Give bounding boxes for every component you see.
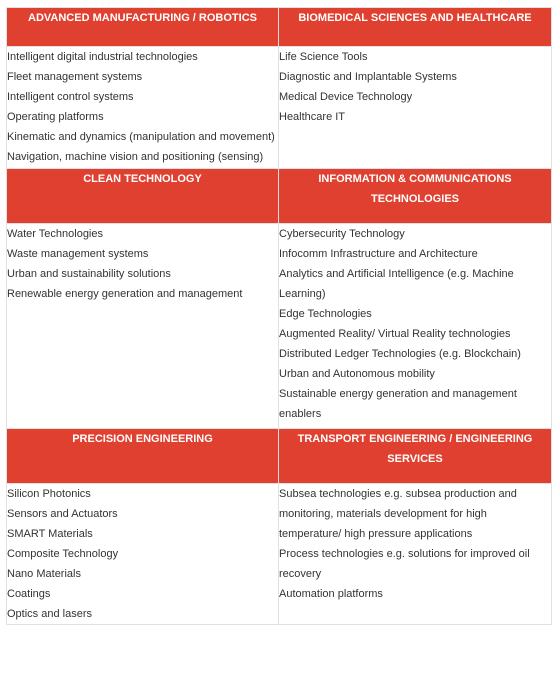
- list-item: Subsea technologies e.g. subsea production and monitoring, materials development for high temperature/ high pressure applications: [279, 488, 517, 540]
- body-row: [7, 47, 552, 169]
- header-row: [7, 429, 552, 484]
- sector-list-transport-engineering: [279, 484, 552, 625]
- sector-heading-ict: INFORMATION & COMMUNICATIONS TECHNOLOGIES: [279, 169, 552, 224]
- list-item: Navigation, machine vision and positioning (sensing): [7, 151, 264, 163]
- sector-heading-transport-engineering: TRANSPORT ENGINEERING / ENGINEERING SERVICES: [279, 429, 552, 484]
- sector-list-clean-technology: [7, 224, 279, 429]
- list-item: Infocomm Infrastructure and Architecture: [279, 248, 478, 260]
- list-item: Diagnostic and Implantable Systems: [279, 71, 457, 83]
- sector-list-precision-engineering: [7, 484, 279, 625]
- list-item: Healthcare IT: [279, 111, 346, 123]
- list-item: Sustainable energy generation and management enablers: [279, 388, 517, 420]
- sector-list-advanced-manufacturing: [7, 47, 279, 169]
- list-item: Medical Device Technology: [279, 91, 413, 103]
- body-row: [7, 484, 552, 625]
- header-row: [7, 169, 552, 224]
- list-item: Water Technologies: [7, 228, 103, 240]
- list-item: Nano Materials: [7, 568, 81, 580]
- list-item: Edge Technologies: [279, 308, 372, 320]
- list-item: Life Science Tools: [279, 51, 368, 63]
- list-item: Coatings: [7, 588, 51, 600]
- list-item: Cybersecurity Technology: [279, 228, 405, 240]
- sector-heading-biomedical: BIOMEDICAL SCIENCES AND HEALTHCARE: [279, 8, 552, 47]
- sector-heading-advanced-manufacturing: ADVANCED MANUFACTURING / ROBOTICS: [7, 8, 279, 47]
- list-item: Urban and sustainability solutions: [7, 268, 171, 280]
- list-item: Composite Technology: [7, 548, 119, 560]
- list-item: Urban and Autonomous mobility: [279, 368, 435, 380]
- list-item: Kinematic and dynamics (manipulation and movement): [7, 131, 275, 143]
- list-item: Silicon Photonics: [7, 488, 91, 500]
- sector-list-ict: [279, 224, 552, 429]
- list-item: Analytics and Artificial Intelligence (e.g. Machine Learning): [279, 268, 514, 300]
- sector-heading-clean-technology: CLEAN TECHNOLOGY: [7, 169, 279, 224]
- sector-heading-precision-engineering: PRECISION ENGINEERING: [7, 429, 279, 484]
- list-item: Automation platforms: [279, 588, 383, 600]
- list-item: Process technologies e.g. solutions for improved oil recovery: [279, 548, 530, 580]
- list-item: SMART Materials: [7, 528, 93, 540]
- list-item: Intelligent digital industrial technologies: [7, 51, 198, 63]
- list-item: Optics and lasers: [7, 608, 92, 620]
- list-item: Renewable energy generation and management: [7, 288, 243, 300]
- list-item: Fleet management systems: [7, 71, 143, 83]
- list-item: Operating platforms: [7, 111, 104, 123]
- list-item: Sensors and Actuators: [7, 508, 118, 520]
- body-row: [7, 224, 552, 429]
- list-item: Intelligent control systems: [7, 91, 134, 103]
- sectors-table: [6, 7, 552, 625]
- list-item: Waste management systems: [7, 248, 149, 260]
- list-item: Augmented Reality/ Virtual Reality technologies: [279, 328, 511, 340]
- header-row: [7, 8, 552, 47]
- sector-list-biomedical: [279, 47, 552, 169]
- list-item: Distributed Ledger Technologies (e.g. Blockchain): [279, 348, 521, 360]
